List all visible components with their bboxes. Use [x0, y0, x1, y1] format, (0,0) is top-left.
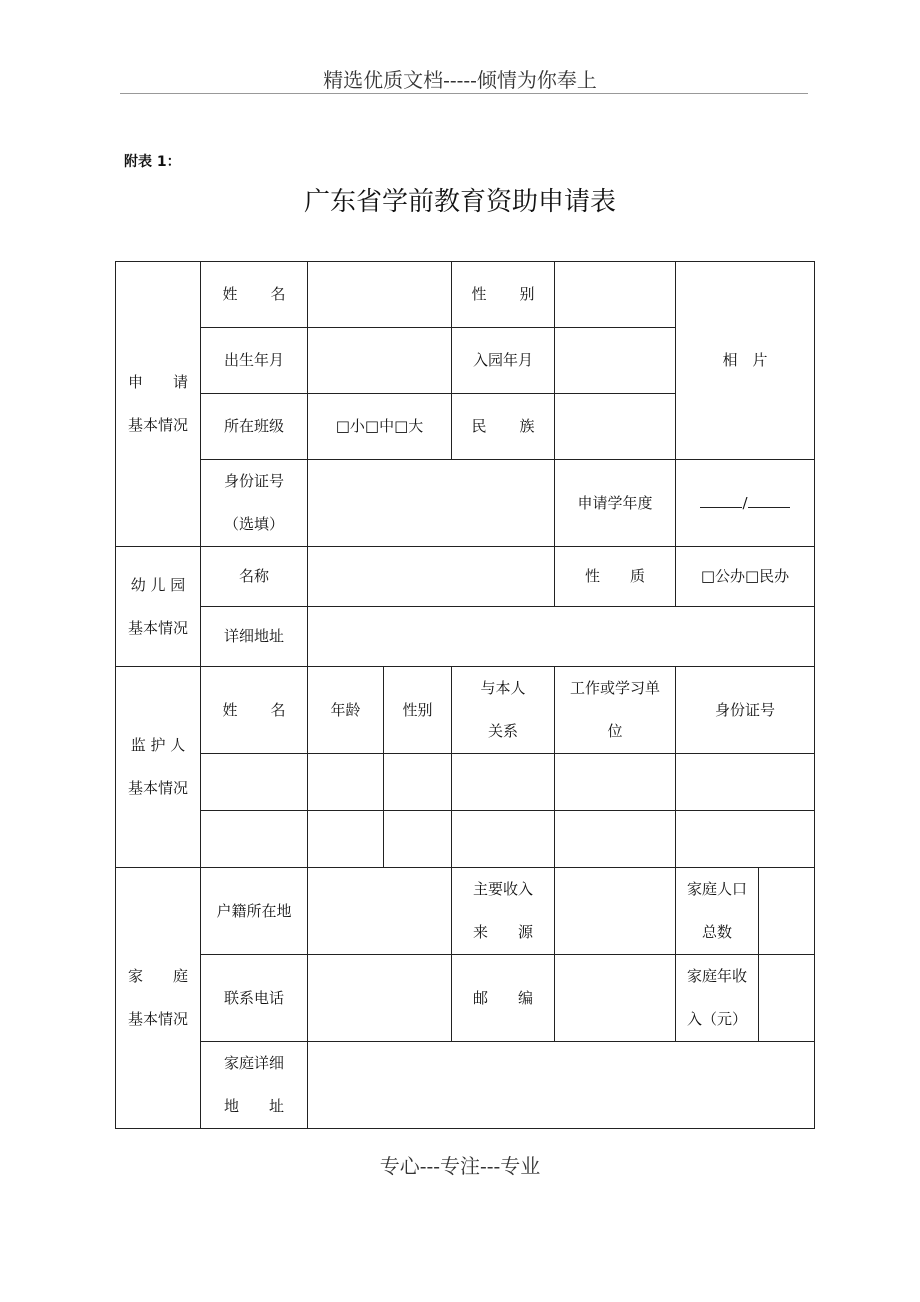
hukou-label: 户籍所在地 — [201, 868, 308, 955]
income-source-label: 主要收入 来 源 — [452, 868, 555, 955]
page-header: 精选优质文档-----倾情为你奉上 — [323, 68, 597, 92]
school-year-field[interactable]: / — [676, 460, 815, 547]
kindergarten-address-label: 详细地址 — [201, 607, 308, 667]
guardian-id-field[interactable] — [676, 811, 815, 868]
header-divider — [120, 93, 808, 94]
income-field[interactable] — [759, 955, 815, 1042]
annex-label: 附表 1： — [124, 154, 181, 170]
applicant-gender-field[interactable] — [555, 262, 676, 328]
guardian-row — [116, 754, 815, 811]
guardian-gender-field[interactable] — [384, 754, 452, 811]
kindergarten-section-label: 幼 儿 园 基本情况 — [116, 547, 201, 667]
income-label: 家庭年收 入（元） — [676, 955, 759, 1042]
enroll-label: 入园年月 — [452, 328, 555, 394]
hukou-field[interactable] — [308, 868, 452, 955]
guardian-col-id: 身份证号 — [676, 667, 815, 754]
applicant-name-label: 姓名 — [201, 262, 308, 328]
nature-label: 性 质 — [555, 547, 676, 607]
enroll-field[interactable] — [555, 328, 676, 394]
page-footer: 专心---专注---专业 — [379, 1154, 541, 1178]
photo-box[interactable]: 相 片 — [676, 262, 815, 460]
guardian-col-work: 工作或学习单 位 — [555, 667, 676, 754]
guardian-name-field[interactable] — [201, 811, 308, 868]
family-address-field[interactable] — [308, 1042, 815, 1129]
guardian-name-field[interactable] — [201, 754, 308, 811]
class-options[interactable]: □小□中□大 — [308, 394, 452, 460]
family-section-label: 家 庭 基本情况 — [116, 868, 201, 1129]
guardian-col-relation: 与本人 关系 — [452, 667, 555, 754]
birth-label: 出生年月 — [201, 328, 308, 394]
class-label: 所在班级 — [201, 394, 308, 460]
guardian-relation-field[interactable] — [452, 754, 555, 811]
ethnic-field[interactable] — [555, 394, 676, 460]
guardian-work-field[interactable] — [555, 811, 676, 868]
guardian-col-age: 年龄 — [308, 667, 384, 754]
guardian-gender-field[interactable] — [384, 811, 452, 868]
income-source-field[interactable] — [555, 868, 676, 955]
guardian-age-field[interactable] — [308, 754, 384, 811]
guardian-row — [116, 811, 815, 868]
year-start-blank[interactable] — [700, 491, 742, 508]
postcode-label: 邮 编 — [452, 955, 555, 1042]
members-field[interactable] — [759, 868, 815, 955]
application-form-table — [115, 261, 815, 1129]
kindergarten-name-field[interactable] — [308, 547, 555, 607]
ethnic-label: 民族 — [452, 394, 555, 460]
postcode-field[interactable] — [555, 955, 676, 1042]
guardian-col-gender: 性别 — [384, 667, 452, 754]
members-label: 家庭人口 总数 — [676, 868, 759, 955]
birth-field[interactable] — [308, 328, 452, 394]
nature-options[interactable]: □公办□民办 — [676, 547, 815, 607]
guardian-col-name: 姓名 — [201, 667, 308, 754]
guardian-id-field[interactable] — [676, 754, 815, 811]
school-year-label: 申请学年度 — [555, 460, 676, 547]
phone-field[interactable] — [308, 955, 452, 1042]
guardian-relation-field[interactable] — [452, 811, 555, 868]
guardian-age-field[interactable] — [308, 811, 384, 868]
applicant-name-field[interactable] — [308, 262, 452, 328]
applicant-gender-label: 性别 — [452, 262, 555, 328]
family-address-label: 家庭详细 地 址 — [201, 1042, 308, 1129]
form-title: 广东省学前教育资助申请表 — [303, 187, 616, 217]
applicant-section-label: 申 请 基本情况 — [116, 262, 201, 547]
kindergarten-address-field[interactable] — [308, 607, 815, 667]
id-label: 身份证号 （选填） — [201, 460, 308, 547]
year-end-blank[interactable] — [748, 491, 790, 508]
kindergarten-name-label: 名称 — [201, 547, 308, 607]
guardian-section-label: 监 护 人 基本情况 — [116, 667, 201, 868]
guardian-work-field[interactable] — [555, 754, 676, 811]
id-field[interactable] — [308, 460, 555, 547]
phone-label: 联系电话 — [201, 955, 308, 1042]
